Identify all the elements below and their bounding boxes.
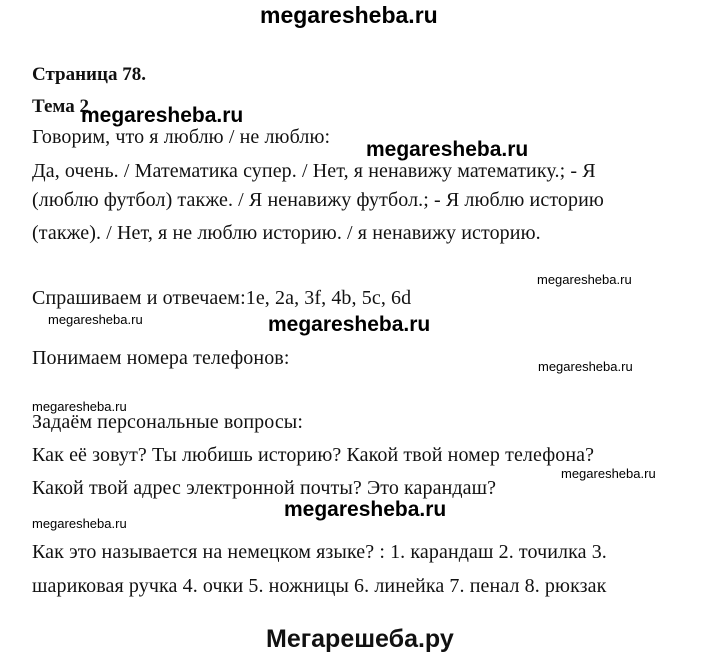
topic-heading: Тема 2 bbox=[32, 96, 89, 117]
watermark-small: megaresheba.ru bbox=[32, 399, 127, 414]
watermark-inline: megaresheba.ru bbox=[81, 104, 244, 127]
section-personal-line: Как её зовут? Ты любишь историю? Какой твой номер телефона? bbox=[32, 444, 595, 466]
watermark-small: megaresheba.ru bbox=[561, 466, 656, 481]
section-likes-title: Говорим, что я люблю / не люблю: bbox=[32, 126, 331, 148]
watermark-inline: megaresheba.ru bbox=[284, 498, 447, 521]
section-likes-line: (также). / Нет, я не люблю историю. / я ненавижу историю. bbox=[32, 222, 541, 244]
section-german-line: шариковая ручка 4. очки 5. ножницы 6. линейка 7. пенал 8. рюкзак bbox=[32, 575, 607, 597]
section-qa-text: Спрашиваем и отвечаем:1e, 2a, 3f, 4b, 5c, 6d bbox=[32, 287, 412, 309]
footer-brand: Мегарешеба.ру bbox=[266, 625, 454, 653]
watermark-small: megaresheba.ru bbox=[32, 516, 127, 531]
page-heading: Страница 78. bbox=[32, 64, 146, 85]
section-likes-line: Да, очень. / Математика супер. / Нет, я ненавижу математику.; - Я bbox=[32, 160, 596, 182]
watermark-small: megaresheba.ru bbox=[538, 359, 633, 374]
watermark-inline: megaresheba.ru bbox=[268, 313, 431, 336]
section-personal-title: Задаём персональные вопросы: bbox=[32, 411, 303, 433]
watermark-small: megaresheba.ru bbox=[537, 272, 632, 287]
section-german-line: Как это называется на немецком языке? : 1. карандаш 2. точилка 3. bbox=[32, 541, 607, 563]
watermark-inline: megaresheba.ru bbox=[366, 138, 529, 161]
section-personal-line: Какой твой адрес электронной почты? Это карандаш? bbox=[32, 477, 497, 499]
section-phone-title: Понимаем номера телефонов: bbox=[32, 347, 290, 369]
watermark-small: megaresheba.ru bbox=[48, 312, 143, 327]
watermark-top: megaresheba.ru bbox=[260, 2, 438, 28]
section-likes-line: (люблю футбол) также. / Я ненавижу футбол.; - Я люблю историю bbox=[32, 189, 604, 211]
